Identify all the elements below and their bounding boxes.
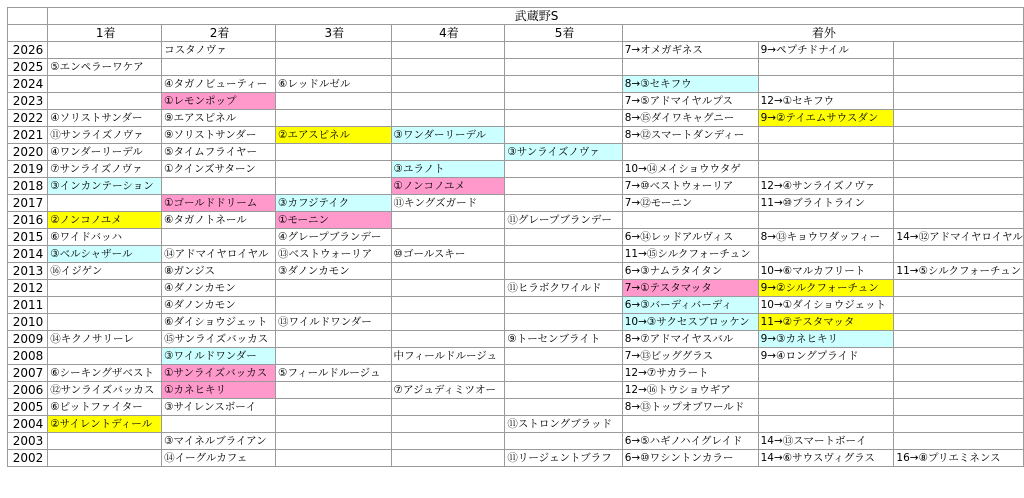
cell-fifth[interactable] (505, 161, 622, 178)
cell-outside-3[interactable] (894, 127, 1024, 144)
cell-outside-2[interactable] (758, 399, 894, 416)
year-cell[interactable]: 2023 (8, 93, 48, 110)
cell-outside-3[interactable] (894, 178, 1024, 195)
cell-third[interactable]: ②エアスピネル (276, 127, 392, 144)
cell-fifth[interactable] (505, 246, 622, 263)
cell-third[interactable]: ⑬ワイルドワンダー (276, 314, 392, 331)
cell-first[interactable] (48, 76, 162, 93)
cell-outside-1[interactable]: 8→⑦アドマイヤスバル (622, 331, 758, 348)
cell-outside-2[interactable] (758, 59, 894, 76)
cell-fifth[interactable]: ⑪リージェントブラフ (505, 450, 622, 467)
table-row (8, 212, 1024, 229)
cell-first[interactable]: ⑭キクノサリーレ (48, 331, 162, 348)
cell-first[interactable]: ⑥ワイドバッハ (48, 229, 162, 246)
cell-fifth[interactable] (505, 59, 622, 76)
year-cell[interactable]: 2026 (8, 42, 48, 59)
cell-second[interactable]: ③マイネルブライアン (162, 433, 276, 450)
cell-third[interactable] (276, 110, 392, 127)
header-outside[interactable]: 着外 (622, 25, 1023, 42)
cell-outside-1[interactable]: 8→⑫スマートダンディー (622, 127, 758, 144)
cell-outside-1[interactable]: 8→③セキフウ (622, 76, 758, 93)
cell-first[interactable] (48, 348, 162, 365)
cell-first[interactable] (48, 42, 162, 59)
cell-first[interactable]: ⑫サンライズバッカス (48, 382, 162, 399)
cell-third[interactable]: ①モーニン (276, 212, 392, 229)
cell-outside-2[interactable] (758, 212, 894, 229)
table-row (8, 382, 1024, 399)
cell-first[interactable]: ②ノンコノユメ (48, 212, 162, 229)
cell-first[interactable]: ④ワンダーリーデル (48, 144, 162, 161)
table-row (8, 144, 1024, 161)
cell-first[interactable]: ④ソリストサンダー (48, 110, 162, 127)
header-4th[interactable]: 4着 (391, 25, 505, 42)
cell-fifth[interactable] (505, 76, 622, 93)
cell-third[interactable] (276, 416, 392, 433)
title-row (8, 8, 1024, 25)
cell-third[interactable] (276, 93, 392, 110)
table-row (8, 280, 1024, 297)
header-5th[interactable]: 5着 (505, 25, 622, 42)
cell-first[interactable]: ③ベルシャザール (48, 246, 162, 263)
cell-second[interactable]: ①クインズサターン (162, 161, 276, 178)
table-row (8, 263, 1024, 280)
cell-outside-1[interactable]: 11→⑮シルクフォーチュン (622, 246, 758, 263)
cell-outside-3[interactable] (894, 93, 1024, 110)
cell-outside-1[interactable] (622, 144, 758, 161)
cell-third[interactable] (276, 144, 392, 161)
cell-first[interactable] (48, 314, 162, 331)
cell-second[interactable]: ⑭イーグルカフェ (162, 450, 276, 467)
cell-third[interactable] (276, 42, 392, 59)
cell-fourth[interactable]: ③ユラノト (391, 161, 505, 178)
cell-outside-1[interactable]: 8→⑬トップオブワールド (622, 399, 758, 416)
results-table (7, 7, 1024, 467)
cell-first[interactable]: ⑯イジゲン (48, 263, 162, 280)
year-cell[interactable]: 2006 (8, 382, 48, 399)
cell-first[interactable]: ⑥シーキングザベスト (48, 365, 162, 382)
year-cell[interactable]: 2014 (8, 246, 48, 263)
cell-outside-3[interactable] (894, 348, 1024, 365)
cell-fourth[interactable] (391, 280, 505, 297)
cell-second[interactable]: ⑭アドマイヤロイヤル (162, 246, 276, 263)
cell-fifth[interactable]: ⑪ストロングブラッド (505, 416, 622, 433)
cell-outside-2[interactable] (758, 144, 894, 161)
cell-outside-3[interactable] (894, 365, 1024, 382)
cell-third[interactable] (276, 450, 392, 467)
cell-fourth[interactable] (391, 59, 505, 76)
cell-outside-3[interactable] (894, 195, 1024, 212)
table-row (8, 365, 1024, 382)
cell-first[interactable] (48, 450, 162, 467)
cell-outside-2[interactable]: 9→②テイエムサウスダン (758, 110, 894, 127)
cell-outside-1[interactable]: 6→⑤ハギノハイグレイド (622, 433, 758, 450)
cell-outside-3[interactable] (894, 433, 1024, 450)
cell-outside-3[interactable] (894, 314, 1024, 331)
cell-third[interactable] (276, 399, 392, 416)
cell-fourth[interactable] (391, 42, 505, 59)
cell-third[interactable] (276, 382, 392, 399)
cell-outside-3[interactable]: 11→⑤シルクフォーチュン (894, 263, 1024, 280)
cell-outside-2[interactable]: 12→④サンライズノヴァ (758, 178, 894, 195)
year-cell[interactable]: 2024 (8, 76, 48, 93)
cell-fourth[interactable] (391, 450, 505, 467)
cell-first[interactable]: ③インカンテーション (48, 178, 162, 195)
cell-fourth[interactable] (391, 399, 505, 416)
cell-third[interactable] (276, 59, 392, 76)
table-row (8, 195, 1024, 212)
table-title[interactable]: 武蔵野S (48, 8, 1024, 25)
cell-outside-1[interactable] (622, 416, 758, 433)
cell-outside-2[interactable]: 10→①ダイショウジェット (758, 297, 894, 314)
cell-outside-3[interactable]: 16→⑧プリエミネンス (894, 450, 1024, 467)
cell-fourth[interactable]: 中フィールドルージュ (391, 348, 505, 365)
cell-third[interactable] (276, 297, 392, 314)
cell-fourth[interactable] (391, 297, 505, 314)
table-row (8, 416, 1024, 433)
cell-second[interactable]: ③ワイルドワンダー (162, 348, 276, 365)
cell-fourth[interactable] (391, 229, 505, 246)
cell-second[interactable]: ⑤タイムフライヤー (162, 144, 276, 161)
year-cell[interactable]: 2004 (8, 416, 48, 433)
year-cell[interactable]: 2010 (8, 314, 48, 331)
cell-fourth[interactable]: ⑩ゴールスキー (391, 246, 505, 263)
cell-fourth[interactable] (391, 93, 505, 110)
table-row (8, 229, 1024, 246)
cell-outside-1[interactable]: 7→⑤アドマイヤルプス (622, 93, 758, 110)
cell-outside-3[interactable] (894, 297, 1024, 314)
cell-outside-1[interactable]: 7→⑫モーニン (622, 195, 758, 212)
cell-third[interactable] (276, 178, 392, 195)
table-row (8, 246, 1024, 263)
cell-outside-1[interactable]: 6→⑭レッドアルヴィス (622, 229, 758, 246)
cell-fourth[interactable] (391, 331, 505, 348)
table-row (8, 433, 1024, 450)
year-cell[interactable]: 2005 (8, 399, 48, 416)
cell-fifth[interactable] (505, 365, 622, 382)
cell-fourth[interactable]: ⑪キングズガード (391, 195, 505, 212)
cell-fifth[interactable]: ③サンライズノヴァ (505, 144, 622, 161)
cell-second[interactable]: ④ダノンカモン (162, 297, 276, 314)
cell-outside-2[interactable]: 9→②シルクフォーチュン (758, 280, 894, 297)
cell-third[interactable] (276, 433, 392, 450)
cell-fifth[interactable] (505, 93, 622, 110)
cell-outside-2[interactable]: 9→④ロングプライド (758, 348, 894, 365)
cell-first[interactable]: ⑤エンペラーワケア (48, 59, 162, 76)
cell-third[interactable]: ⑥レッドルゼル (276, 76, 392, 93)
year-cell[interactable]: 2003 (8, 433, 48, 450)
table-row (8, 76, 1024, 93)
year-cell[interactable]: 2020 (8, 144, 48, 161)
cell-outside-3[interactable] (894, 416, 1024, 433)
cell-outside-3[interactable] (894, 161, 1024, 178)
cell-outside-2[interactable] (758, 365, 894, 382)
cell-second[interactable] (162, 229, 276, 246)
year-cell[interactable]: 2013 (8, 263, 48, 280)
cell-second[interactable]: コスタノヴァ (162, 42, 276, 59)
cell-outside-2[interactable]: 10→⑥マルカフリート (758, 263, 894, 280)
cell-outside-1[interactable] (622, 212, 758, 229)
table-row (8, 314, 1024, 331)
year-cell[interactable]: 2018 (8, 178, 48, 195)
year-cell[interactable]: 2007 (8, 365, 48, 382)
table-row (8, 450, 1024, 467)
table-row (8, 297, 1024, 314)
table-row (8, 127, 1024, 144)
cell-outside-1[interactable]: 7→⑬ビッググラス (622, 348, 758, 365)
table-row (8, 59, 1024, 76)
cell-outside-1[interactable]: 7→⑩ベストウォーリア (622, 178, 758, 195)
year-cell[interactable]: 2021 (8, 127, 48, 144)
header-1st[interactable]: 1着 (48, 25, 162, 42)
cell-first[interactable]: ⑦サンライズノヴァ (48, 161, 162, 178)
cell-fifth[interactable]: ⑪グレープブランデー (505, 212, 622, 229)
cell-outside-3[interactable] (894, 144, 1024, 161)
cell-fifth[interactable] (505, 399, 622, 416)
cell-fifth[interactable] (505, 433, 622, 450)
cell-fifth[interactable] (505, 263, 622, 280)
cell-second[interactable]: ③サイレンスボーイ (162, 399, 276, 416)
cell-second[interactable]: ⑮サンライズバッカス (162, 331, 276, 348)
cell-second[interactable] (162, 416, 276, 433)
cell-second[interactable]: ⑥タガノトネール (162, 212, 276, 229)
header-3rd[interactable]: 3着 (276, 25, 392, 42)
year-cell[interactable]: 2019 (8, 161, 48, 178)
cell-second[interactable]: ⑨ソリストサンダー (162, 127, 276, 144)
cell-fifth[interactable] (505, 348, 622, 365)
table-row (8, 110, 1024, 127)
cell-first[interactable] (48, 280, 162, 297)
cell-third[interactable]: ③カフジテイク (276, 195, 392, 212)
cell-outside-1[interactable] (622, 59, 758, 76)
cell-third[interactable] (276, 280, 392, 297)
year-cell[interactable]: 2002 (8, 450, 48, 467)
cell-outside-1[interactable]: 12→⑦サカラート (622, 365, 758, 382)
cell-third[interactable]: ⑬ベストウォーリア (276, 246, 392, 263)
cell-fourth[interactable] (391, 314, 505, 331)
cell-outside-2[interactable] (758, 382, 894, 399)
cell-third[interactable] (276, 161, 392, 178)
cell-second[interactable]: ⑥ダイショウジェット (162, 314, 276, 331)
cell-third[interactable] (276, 331, 392, 348)
cell-third[interactable] (276, 348, 392, 365)
table-row (8, 178, 1024, 195)
cell-fifth[interactable] (505, 297, 622, 314)
header-2nd[interactable]: 2着 (162, 25, 276, 42)
cell-outside-2[interactable] (758, 127, 894, 144)
cell-outside-2[interactable] (758, 76, 894, 93)
cell-fourth[interactable]: ③ワンダーリーデル (391, 127, 505, 144)
cell-outside-1[interactable]: 8→⑮ダイワキャグニー (622, 110, 758, 127)
cell-outside-2[interactable]: 14→⑥サウスヴィグラス (758, 450, 894, 467)
cell-third[interactable]: ⑤フィールドルージュ (276, 365, 392, 382)
cell-outside-1[interactable]: 7→オメガギネス (622, 42, 758, 59)
cell-outside-1[interactable]: 6→③ナムラタイタン (622, 263, 758, 280)
cell-fifth[interactable] (505, 127, 622, 144)
cell-second[interactable]: ⑨エアスピネル (162, 110, 276, 127)
table-row (8, 93, 1024, 110)
cell-outside-3[interactable]: 14→⑫アドマイヤロイヤル (894, 229, 1024, 246)
year-cell[interactable]: 2008 (8, 348, 48, 365)
year-cell[interactable]: 2016 (8, 212, 48, 229)
cell-fourth[interactable] (391, 144, 505, 161)
cell-second[interactable]: ①カネヒキリ (162, 382, 276, 399)
cell-outside-2[interactable] (758, 246, 894, 263)
cell-second[interactable] (162, 59, 276, 76)
cell-second[interactable]: ④ダノンカモン (162, 280, 276, 297)
table-row (8, 42, 1024, 59)
cell-outside-3[interactable] (894, 331, 1024, 348)
year-cell[interactable]: 2015 (8, 229, 48, 246)
cell-fourth[interactable] (391, 212, 505, 229)
cell-first[interactable] (48, 93, 162, 110)
header-row (8, 25, 1024, 42)
cell-fourth[interactable] (391, 416, 505, 433)
cell-outside-2[interactable]: 9→ペプチドナイル (758, 42, 894, 59)
cell-second[interactable]: ①ゴールドドリーム (162, 195, 276, 212)
cell-fifth[interactable] (505, 178, 622, 195)
cell-second[interactable] (162, 178, 276, 195)
year-cell[interactable]: 2025 (8, 59, 48, 76)
cell-fifth[interactable] (505, 42, 622, 59)
cell-outside-2[interactable]: 9→③カネヒキリ (758, 331, 894, 348)
year-cell[interactable]: 2011 (8, 297, 48, 314)
cell-fourth[interactable] (391, 76, 505, 93)
cell-outside-1[interactable]: 6→⑩ワシントンカラー (622, 450, 758, 467)
cell-fifth[interactable] (505, 195, 622, 212)
cell-outside-1[interactable]: 7→①テスタマッタ (622, 280, 758, 297)
cell-outside-2[interactable] (758, 416, 894, 433)
cell-outside-1[interactable]: 12→⑯トウショウギア (622, 382, 758, 399)
table-row (8, 399, 1024, 416)
cell-first[interactable]: ②サイレントディール (48, 416, 162, 433)
cell-outside-3[interactable] (894, 382, 1024, 399)
cell-first[interactable] (48, 195, 162, 212)
cell-outside-3[interactable] (894, 399, 1024, 416)
cell-fifth[interactable] (505, 229, 622, 246)
year-cell[interactable]: 2012 (8, 280, 48, 297)
cell-outside-3[interactable] (894, 280, 1024, 297)
cell-first[interactable] (48, 433, 162, 450)
cell-second[interactable]: ④タガノビューティー (162, 76, 276, 93)
cell-outside-1[interactable]: 10→③サクセスブロッケン (622, 314, 758, 331)
cell-fifth[interactable] (505, 110, 622, 127)
cell-fourth[interactable] (391, 110, 505, 127)
cell-outside-3[interactable] (894, 212, 1024, 229)
header-year[interactable] (8, 25, 48, 42)
cell-third[interactable]: ④グレープブランデー (276, 229, 392, 246)
cell-fifth[interactable]: ⑪ヒラボクワイルド (505, 280, 622, 297)
cell-outside-1[interactable]: 6→③バーディバーディ (622, 297, 758, 314)
cell-second[interactable]: ⑧ガンジス (162, 263, 276, 280)
cell-outside-3[interactable] (894, 110, 1024, 127)
cell-outside-2[interactable] (758, 161, 894, 178)
cell-outside-3[interactable] (894, 59, 1024, 76)
table-row (8, 348, 1024, 365)
cell-first[interactable]: ⑥ピットファイター (48, 399, 162, 416)
cell-outside-1[interactable]: 10→⑭メイショウウタゲ (622, 161, 758, 178)
cell-first[interactable]: ⑪サンライズノヴァ (48, 127, 162, 144)
results-sheet (7, 7, 1024, 467)
cell-outside-3[interactable] (894, 42, 1024, 59)
cell-third[interactable]: ③ダノンカモン (276, 263, 392, 280)
cell-outside-2[interactable]: 8→⑬キョウワダッフィー (758, 229, 894, 246)
table-row (8, 331, 1024, 348)
cell-outside-2[interactable]: 11→②テスタマッタ (758, 314, 894, 331)
year-cell[interactable]: 2022 (8, 110, 48, 127)
cell-outside-2[interactable]: 11→⑩ブライトライン (758, 195, 894, 212)
year-cell[interactable]: 2009 (8, 331, 48, 348)
cell-fourth[interactable] (391, 433, 505, 450)
cell-fifth[interactable]: ⑨トーセンブライト (505, 331, 622, 348)
cell-fourth[interactable] (391, 263, 505, 280)
cell-second[interactable]: ①サンライズバッカス (162, 365, 276, 382)
cell-second[interactable]: ①レモンポップ (162, 93, 276, 110)
cell-fifth[interactable] (505, 382, 622, 399)
cell-outside-3[interactable] (894, 246, 1024, 263)
cell-fourth[interactable] (391, 365, 505, 382)
cell-fourth[interactable]: ⑦アジュディミツオー (391, 382, 505, 399)
cell-fourth[interactable]: ①ノンコノユメ (391, 178, 505, 195)
year-cell[interactable]: 2017 (8, 195, 48, 212)
cell-first[interactable] (48, 297, 162, 314)
table-row (8, 161, 1024, 178)
cell-outside-2[interactable]: 12→①セキフウ (758, 93, 894, 110)
cell-outside-3[interactable] (894, 76, 1024, 93)
cell-outside-2[interactable]: 14→⑬スマートボーイ (758, 433, 894, 450)
cell-fifth[interactable] (505, 314, 622, 331)
